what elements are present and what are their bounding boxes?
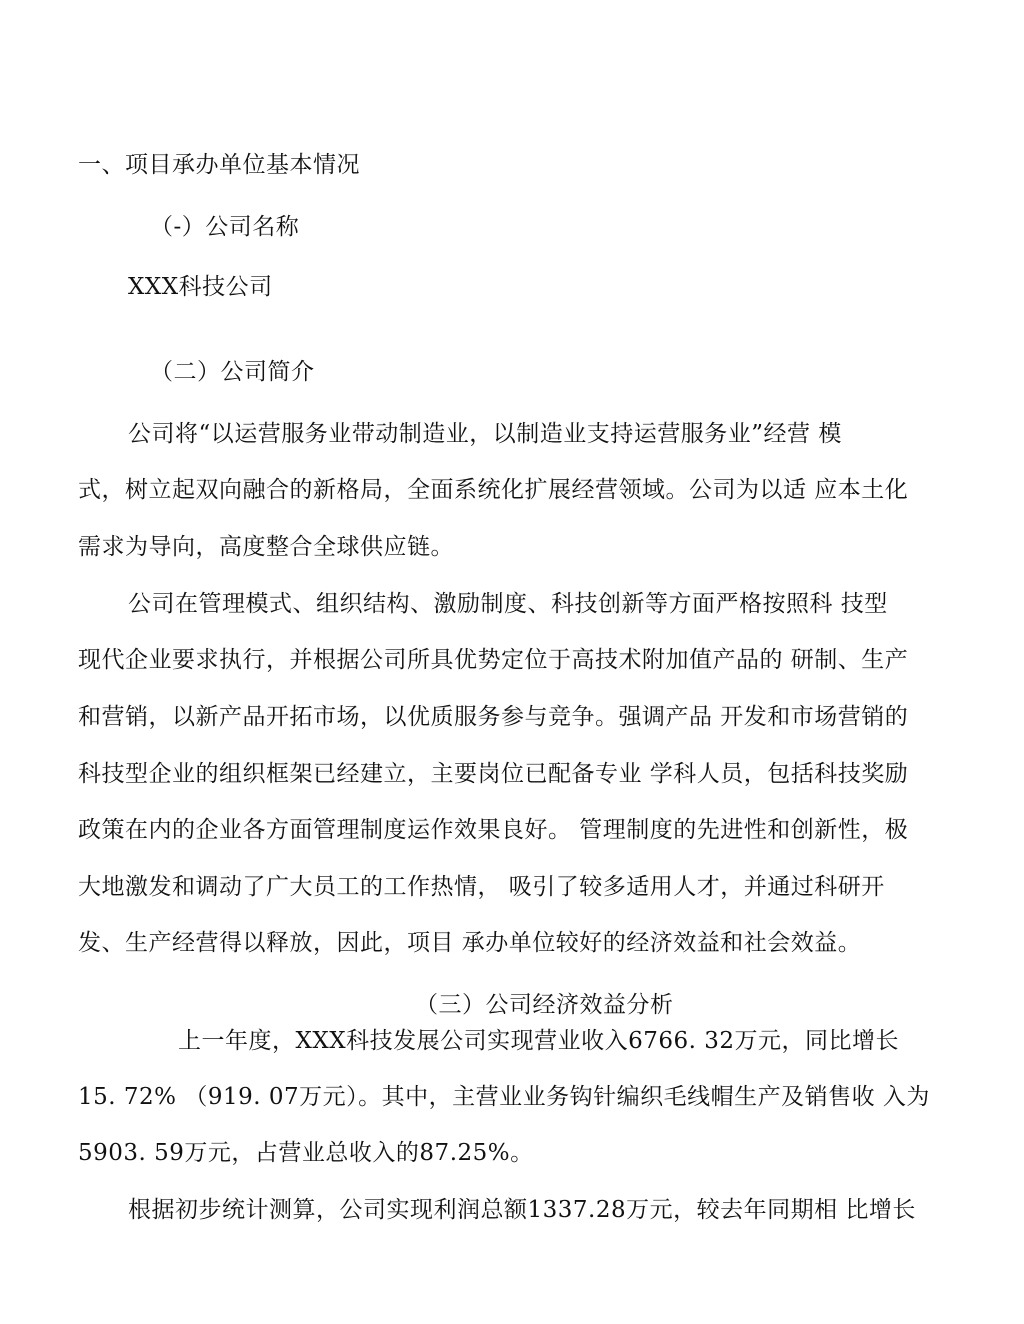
economic-paragraph-1-line: 5903. 59万元，占营业总收入的87.25%。 <box>78 1140 534 1166</box>
company-name: XXX科技公司 <box>128 274 273 300</box>
intro-paragraph-2-line: 现代企业要求执行，并根据公司所具优势定位于高技术附加值产品的 研制、生产 <box>78 647 909 673</box>
economic-paragraph-1-line: 上一年度，XXX科技发展公司实现营业收入6766. 32万元，同比增长 <box>178 1028 900 1054</box>
intro-paragraph-2-line: 公司在管理模式、组织结构、激励制度、科技创新等方面严格按照科 技型 <box>128 591 888 617</box>
intro-paragraph-1-line: 式，树立起双向融合的新格局，全面系统化扩展经营领域。公司为以适 应本土化 <box>78 477 909 503</box>
intro-paragraph-2-line: 和营销，以新产品开拓市场，以优质服务参与竞争。强调产品 开发和市场营销的 <box>78 704 909 730</box>
section-title: 一、项目承办单位基本情况 <box>78 152 360 178</box>
company-intro-heading: （二）公司简介 <box>150 359 315 385</box>
economic-heading: （三）公司经济效益分析 <box>415 992 674 1018</box>
economic-paragraph-1-line: 15. 72% （919. 07万元）。其中，主营业业务钩针编织毛线帽生产及销售收 入为 <box>78 1084 930 1110</box>
intro-paragraph-2-line: 发、生产经营得以释放，因此，项目 承办单位较好的经济效益和社会效益。 <box>78 930 862 956</box>
intro-paragraph-1-line: 公司将“以运营服务业带动制造业，以制造业支持运营服务业”经营 模 <box>128 421 842 447</box>
intro-paragraph-1-line: 需求为导向，高度整合全球供应链。 <box>78 534 454 560</box>
economic-paragraph-2-line: 根据初步统计测算，公司实现利润总额1337.28万元，较去年同期相 比增长 <box>128 1197 916 1223</box>
intro-paragraph-2-line: 政策在内的企业各方面管理制度运作效果良好。 管理制度的先进性和创新性，极 <box>78 817 909 843</box>
intro-paragraph-2-line: 科技型企业的组织框架已经建立，主要岗位已配备专业 学科人员，包括科技奖励 <box>78 761 909 787</box>
intro-paragraph-2-line: 大地激发和调动了广大员工的工作热情， 吸引了较多适用人才，并通过科研开 <box>78 874 885 900</box>
company-name-heading: （-）公司名称 <box>150 214 300 240</box>
